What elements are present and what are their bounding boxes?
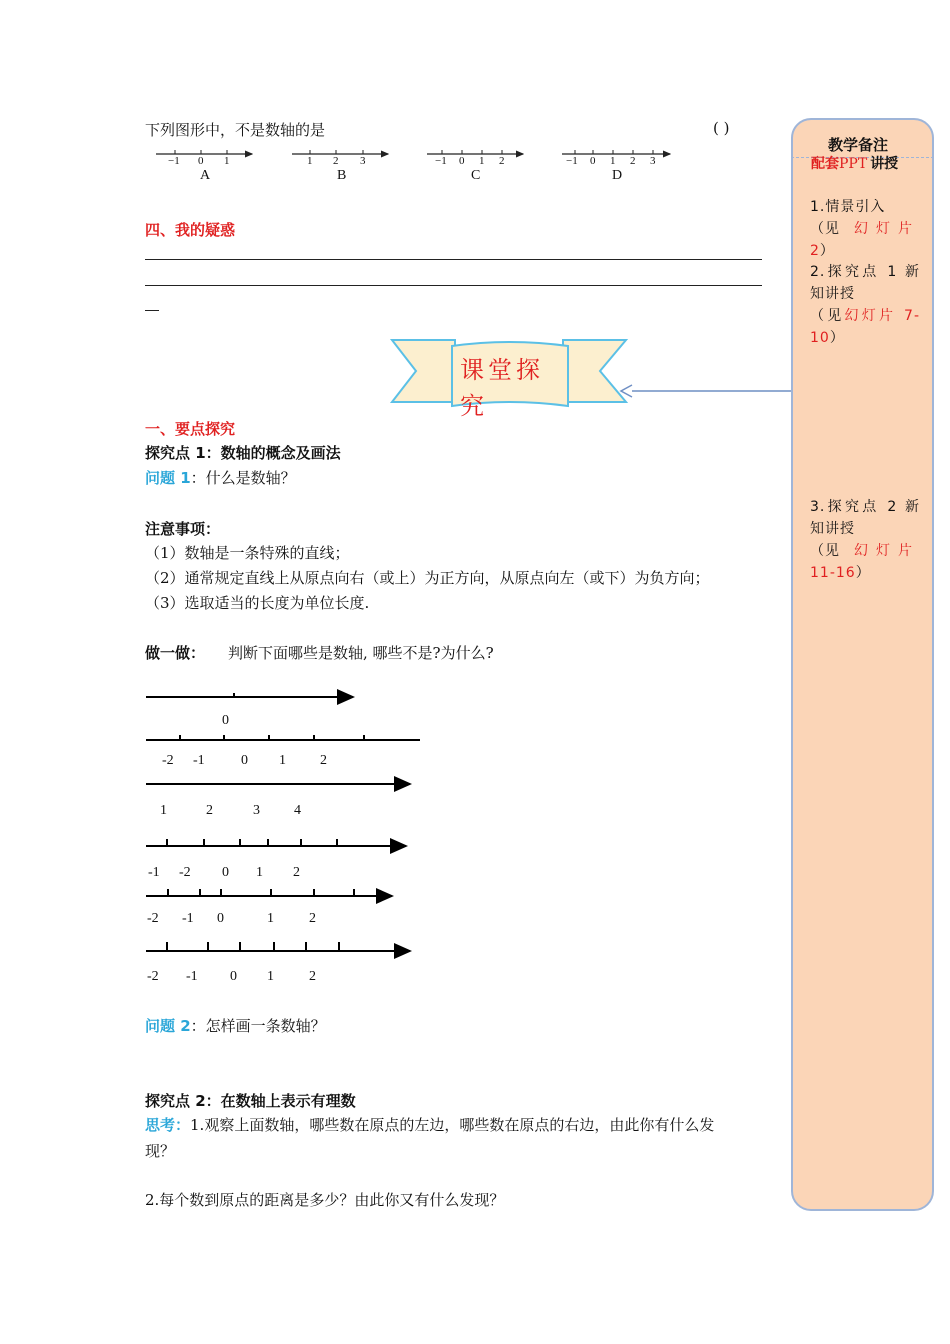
think-line-2: 现？ xyxy=(145,1142,176,1160)
sidebar-item-1-title: 1.情景引入 xyxy=(810,199,886,215)
axis-2 xyxy=(146,735,420,740)
option-c-axis xyxy=(427,150,523,154)
quiz-question: 下列图形中，不是数轴的是 xyxy=(145,121,326,139)
ppt-teach-text: 讲授 xyxy=(870,156,899,172)
opt-c-tick: 2 xyxy=(499,155,505,167)
opt-b-tick: 1 xyxy=(307,155,313,167)
opt-a-tick: 1 xyxy=(224,155,230,167)
ref-number: 2 xyxy=(810,243,820,259)
ref-slides: 幻灯片 7-10 xyxy=(810,308,920,346)
axis-label: 4 xyxy=(294,803,301,818)
ref-close: ） xyxy=(819,243,835,259)
sidebar-ppt-line xyxy=(811,153,898,173)
opt-d-tick: 1 xyxy=(610,155,616,167)
ref-number: 11-16 xyxy=(810,565,856,581)
opt-a-tick: 0 xyxy=(198,155,204,167)
axis-label: 2 xyxy=(309,969,316,984)
think-question-2: 2.每个数到原点的距离是多少？由此你又有什么发现？ xyxy=(145,1191,505,1209)
axis-label: 0 xyxy=(222,865,229,880)
think-label: 思考： xyxy=(145,1116,191,1134)
axis-label: 2 xyxy=(206,803,213,818)
think-line-1 xyxy=(145,1114,714,1135)
answer-line xyxy=(145,285,762,286)
answer-line xyxy=(145,310,159,311)
axis-label: -2 xyxy=(179,865,191,880)
opt-d-tick: 0 xyxy=(590,155,596,167)
axis-label: 0 xyxy=(230,969,237,984)
ref-slides: 幻灯片 xyxy=(854,221,920,237)
axis-label: 3 xyxy=(253,803,260,818)
notes-heading: 注意事项： xyxy=(145,520,221,538)
clipped-labels xyxy=(150,803,350,818)
answer-line xyxy=(145,259,762,260)
doubts-heading: 四、我的疑惑 xyxy=(145,221,236,239)
axis-label: 2 xyxy=(293,865,300,880)
explore-heading: 一、要点探究 xyxy=(145,420,236,438)
ppt-text: PPT xyxy=(839,156,868,172)
axis-label: 1 xyxy=(160,803,167,818)
sidebar-item-2 xyxy=(810,261,920,349)
axis-label: 2 xyxy=(309,911,316,926)
axis-6 xyxy=(146,942,410,951)
banner-title: 课堂探究 xyxy=(460,356,544,420)
try-text: 判断下面哪些是数轴, 哪些不是?为什么? xyxy=(228,644,494,662)
question2 xyxy=(145,1015,326,1036)
think-text-1: 1.观察上面数轴，哪些数在原点的左边，哪些数在原点的右边，由此你有什么发 xyxy=(190,1116,715,1134)
ref-open: （见 xyxy=(810,543,840,559)
axis-label: 1 xyxy=(256,865,263,880)
opt-b-tick: 2 xyxy=(333,155,339,167)
opt-c-tick: 1 xyxy=(479,155,485,167)
axis-label: 1 xyxy=(267,911,274,926)
opt-d-tick: 2 xyxy=(630,155,636,167)
axis-label: -1 xyxy=(193,753,205,768)
opt-d-tick: −1 xyxy=(566,155,578,167)
opt-d-tick: 3 xyxy=(650,155,656,167)
sidebar-item-3-title: 3.探究点 2 新知讲授 xyxy=(810,499,920,537)
ref-open: （见 xyxy=(810,308,845,324)
answer-bracket: ( ) xyxy=(713,119,730,137)
axis-1 xyxy=(146,693,353,697)
sidebar-item-1 xyxy=(810,196,920,262)
note-item: （2）通常规定直线上从原点向右（或上）为正方向，从原点向左（或下）为负方向； xyxy=(145,569,710,587)
axis-5 xyxy=(146,889,392,896)
pointer-arrow xyxy=(620,384,794,398)
quiz-options-figure xyxy=(150,145,690,185)
opt-c-tick: 0 xyxy=(459,155,465,167)
ref-close: ） xyxy=(829,330,845,346)
question2-text: ：怎样画一条数轴？ xyxy=(190,1017,326,1035)
axis-label: 1 xyxy=(279,753,286,768)
option-b-letter: B xyxy=(337,168,347,183)
opt-c-tick: −1 xyxy=(435,155,447,167)
note-item: （1）数轴是一条特殊的直线； xyxy=(145,544,350,562)
axis-label: 1 xyxy=(267,969,274,984)
axis-label: 0 xyxy=(217,911,224,926)
sidebar-item-2-title: 2.探究点 1 新知讲授 xyxy=(810,264,920,302)
option-d-axis xyxy=(562,150,670,154)
axis-label: 2 xyxy=(320,753,327,768)
sidebar-title: 教学备注 xyxy=(828,136,889,154)
point1-heading: 探究点 1：数轴的概念及画法 xyxy=(145,444,341,462)
question1-text: ：什么是数轴？ xyxy=(190,469,296,487)
opt-a-tick: −1 xyxy=(168,155,180,167)
axis-label: -2 xyxy=(147,969,159,984)
try-label: 做一做： xyxy=(145,644,206,662)
ref-close: ） xyxy=(855,565,871,581)
axis-label: -1 xyxy=(148,865,160,880)
option-d-letter: D xyxy=(612,168,623,183)
axis-label: -1 xyxy=(186,969,198,984)
axis-4 xyxy=(146,839,406,846)
question2-label: 问题 2 xyxy=(145,1017,191,1035)
sidebar-item-2-ref xyxy=(810,305,920,349)
option-c-letter: C xyxy=(471,168,481,183)
axis-label: -2 xyxy=(147,911,159,926)
option-a-axis xyxy=(156,150,252,154)
note-item: （3）选取适当的长度为单位长度. xyxy=(145,594,370,612)
point2-heading: 探究点 2：在数轴上表示有理数 xyxy=(145,1092,356,1110)
axis-label: -1 xyxy=(182,911,194,926)
sidebar-item-1-ref-end xyxy=(810,240,920,262)
ref-open: （见 xyxy=(810,221,840,237)
sidebar-item-3 xyxy=(810,496,920,584)
axis-label: -2 xyxy=(162,753,174,768)
axis-label: 0 xyxy=(241,753,248,768)
sidebar-item-3-ref xyxy=(810,540,920,562)
opt-b-tick: 3 xyxy=(360,155,366,167)
question1-label: 问题 1 xyxy=(145,469,191,487)
ppt-red-text: 配套 xyxy=(811,156,839,172)
ref-slides: 幻灯片 xyxy=(854,543,920,559)
sidebar-item-1-ref xyxy=(810,218,920,240)
option-a-letter: A xyxy=(200,168,211,183)
sidebar-item-3-ref-end xyxy=(810,562,920,584)
option-b-axis xyxy=(292,150,388,154)
axis-label: 0 xyxy=(222,713,229,728)
question1 xyxy=(145,467,296,488)
